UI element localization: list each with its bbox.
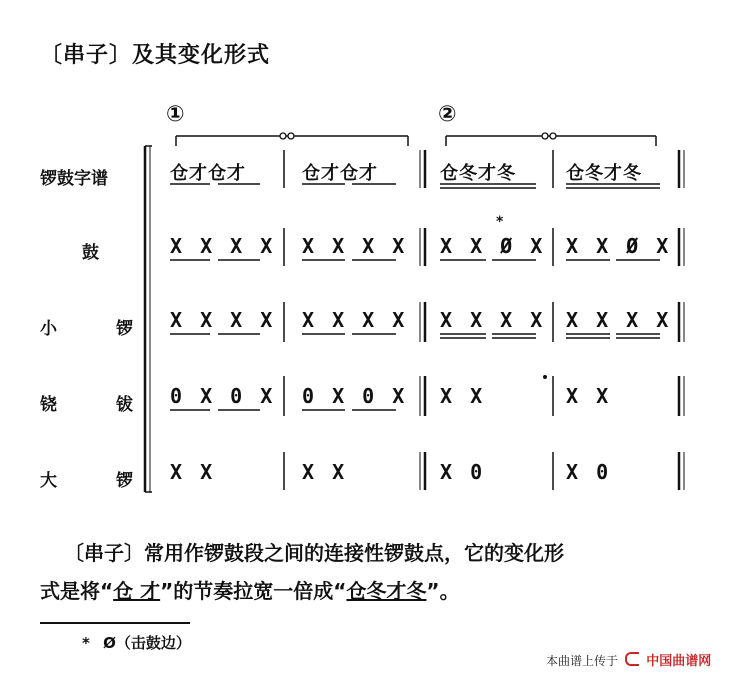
credit-brand: 中国曲谱网: [646, 654, 712, 669]
measure-nao-1: 0 X 0 X: [170, 384, 276, 408]
paragraph-line-1: 〔串子〕常用作锣鼓段之间的连接性锣鼓点，它的变化形: [64, 541, 564, 565]
page-title: 〔串子〕及其变化形式: [40, 43, 271, 68]
row-label-gu: 鼓: [82, 243, 99, 263]
paragraph-text-a: 式是将“: [40, 579, 114, 603]
measure-gu-2: X X X X: [302, 234, 408, 258]
measure-zipu-3: 仓冬才冬: [440, 163, 516, 184]
measure-zipu-1: 仓才仓才: [170, 163, 246, 184]
credit-logo-icon: [625, 652, 639, 666]
paragraph-text-b: ”的节奏拉宽一倍成“: [160, 579, 347, 603]
measure-daluo-2: X X: [302, 460, 348, 484]
section-marker-2: ②: [438, 102, 457, 127]
paragraph-quote-1: 仓 才: [113, 579, 161, 603]
measure-zipu-4: 仓冬才冬: [566, 163, 642, 184]
measure-nao-4: X X: [566, 384, 612, 408]
row-label-daluo-2: 锣: [116, 471, 133, 491]
footnote-rule: [40, 622, 190, 624]
footnote-mark: *: [82, 634, 90, 652]
row-label-nao-1: 铙: [40, 395, 57, 415]
paragraph-quote-2: 仓冬才冬: [346, 579, 427, 603]
credit: [546, 650, 711, 669]
footnote-symbol: Ø: [103, 634, 116, 652]
section-marker-1: ①: [166, 102, 185, 127]
measure-gu-1: X X X X: [170, 234, 276, 258]
row-label-zipu: 锣鼓字谱: [40, 169, 108, 189]
measure-gu-4: X X Ø X: [566, 234, 672, 258]
paragraph-line-2: [40, 572, 460, 610]
measure-zipu-2: 仓才仓才: [302, 163, 378, 184]
row-label-xiaoluo-2: 锣: [116, 319, 133, 339]
measure-xiaoluo-1: X X X X: [170, 308, 276, 332]
measure-nao-2: 0 X 0 X: [302, 384, 408, 408]
row-label-nao-2: 钹: [116, 395, 133, 415]
row-label-xiaoluo-1: 小: [40, 319, 57, 339]
paragraph-text-c: ”。: [426, 579, 460, 603]
row-label-daluo-1: 大: [40, 471, 57, 491]
measure-xiaoluo-3: X X X X: [440, 308, 546, 332]
footnote: [82, 632, 191, 653]
credit-text: 本曲谱上传于: [546, 654, 619, 668]
asterisk-mark: *: [496, 214, 504, 230]
measure-daluo-1: X X: [170, 460, 216, 484]
measure-daluo-4: X 0: [566, 460, 612, 484]
measure-xiaoluo-2: X X X X: [302, 308, 408, 332]
footnote-text: （击鼓边）: [115, 634, 191, 652]
measure-daluo-3: X 0: [440, 460, 486, 484]
measure-nao-3: X X: [440, 384, 486, 408]
measure-xiaoluo-4: X X X X: [566, 308, 672, 332]
measure-gu-3: X X Ø X: [440, 234, 546, 258]
